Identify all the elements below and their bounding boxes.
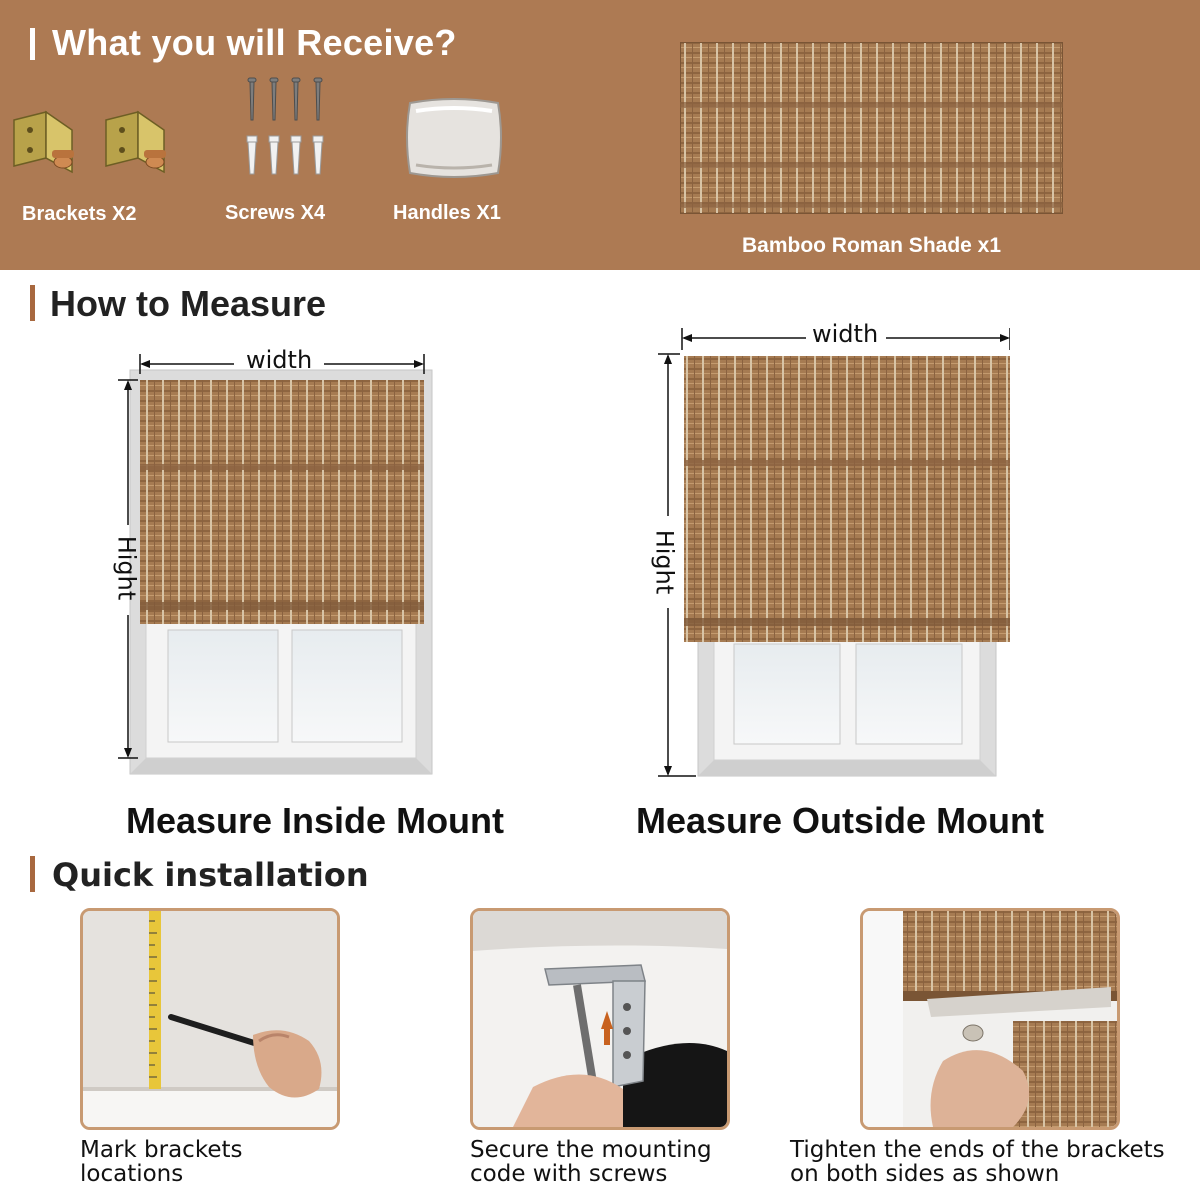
- step-1-caption-line2: locations: [80, 1161, 184, 1187]
- step-2-caption-line2: code with screws: [470, 1161, 668, 1187]
- screws-label: Screws X4: [225, 202, 326, 224]
- install-title: Quick installation: [52, 856, 369, 894]
- inside-height-label: Hight: [112, 535, 141, 601]
- inside-mount-diagram: [110, 340, 440, 780]
- section-accent-bar: [30, 856, 35, 892]
- inside-width-label: width: [246, 346, 313, 374]
- step-1-photo: [80, 908, 340, 1130]
- step-2-caption-line1: Secure the mounting: [470, 1137, 712, 1163]
- bracket-icon: [8, 100, 178, 185]
- receive-title: What you will Receive?: [52, 22, 457, 63]
- step-3-caption: [790, 1138, 1165, 1186]
- step-2-photo: [470, 908, 730, 1130]
- section-accent-bar: [30, 28, 35, 60]
- step-3-caption-line2: on both sides as shown: [790, 1161, 1060, 1187]
- brackets-label: Brackets X2: [22, 203, 137, 225]
- outside-width-label: width: [812, 320, 879, 348]
- step-2-caption: [470, 1138, 712, 1186]
- step-1-caption-line1: Mark brackets: [80, 1137, 243, 1163]
- outside-height-label: Hight: [650, 529, 679, 595]
- section-accent-bar: [30, 285, 35, 321]
- measure-title: How to Measure: [50, 283, 327, 324]
- handles-label: Handles X1: [393, 202, 501, 224]
- bamboo-shade-image: [680, 42, 1063, 214]
- step-3-photo: [860, 908, 1120, 1130]
- outside-mount-diagram: [650, 318, 1010, 780]
- step-3-caption-line1: Tighten the ends of the brackets: [790, 1137, 1165, 1163]
- screw-icon: [238, 76, 328, 186]
- inside-mount-caption: Measure Inside Mount: [125, 800, 505, 841]
- handle-icon: [402, 93, 506, 181]
- receive-section: [0, 0, 1200, 270]
- step-1-caption: [80, 1138, 242, 1186]
- shade-label: Bamboo Roman Shade x1: [741, 234, 1002, 257]
- outside-mount-caption: Measure Outside Mount: [635, 800, 1045, 841]
